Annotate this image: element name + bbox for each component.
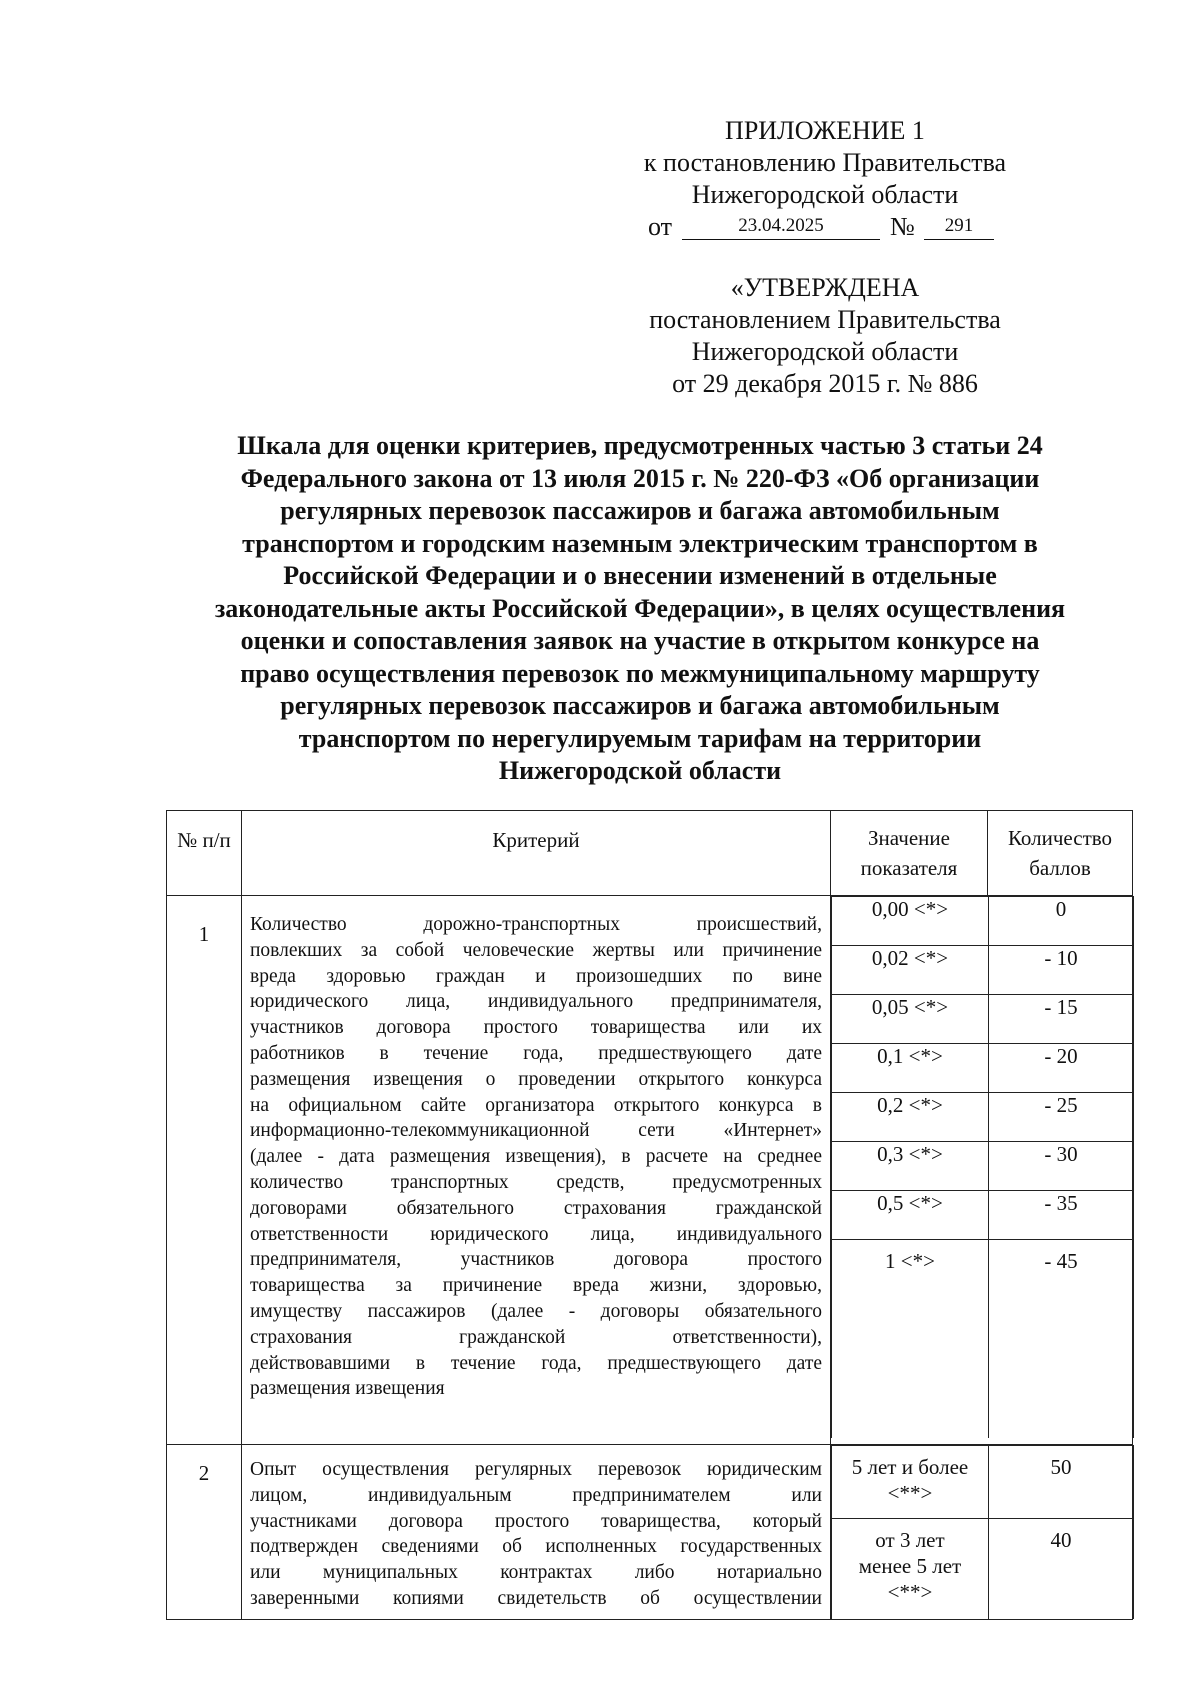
date-prefix: от <box>648 212 673 241</box>
value-points-table <box>831 896 1134 1438</box>
appendix-line: Нижегородской области <box>691 180 959 209</box>
title-line: транспортом и городским наземным электрическим транспортом в <box>242 528 1038 558</box>
title-line: оценки и сопоставления заявок на участие в открытом конкурсе на <box>240 626 1040 655</box>
table-row <box>167 896 1133 1445</box>
points-value: - 45 <box>989 1240 1134 1439</box>
document-number: 291 <box>924 211 994 240</box>
indicator-value: 0,00 <*> <box>832 897 989 946</box>
header-num: № п/п <box>167 811 242 896</box>
criterion-cell: Количество дорожно-транспортных происшествий, повлекших за собой человеческие жертвы или причинение вреда здоровью граждан и произошедших по вине юридического лица, индивидуального предпринимателя, участников договора простого товарищества или их работников в течение года, предшествующего дате размещения извещения о проведении открытого конкурса на официальном сайте организатора открытого конкурса в информационно-телекоммуникационной сети «Интернет» (далее - дата размещения извещения), в расчете на среднее количество транспортных средств, предусмотренных договорами обязательного страхования гражданской ответственности юридического лица, индивидуального предпринимателя, участников договора простого товарищества за причинение вреда жизни, здоровью, имуществу пассажиров (далее - договоры обязательного страхования гражданской ответственности), действовавшими в течение года, предшествующего дате размещения извещения <box>242 896 831 1445</box>
value-row <box>832 1446 1134 1519</box>
points-value: - 25 <box>989 1093 1134 1142</box>
points-value: - 15 <box>989 995 1134 1044</box>
title-line: Российской Федерации и о внесении изменений в отдельные <box>283 561 997 590</box>
value-row <box>832 1191 1134 1240</box>
value-row <box>832 1519 1134 1620</box>
indicator-value: 5 лет и более <**> <box>832 1446 989 1519</box>
points-value: - 10 <box>989 946 1134 995</box>
header-points: Количество баллов <box>988 811 1133 896</box>
title-line: Федерального закона от 13 июля 2015 г. № 220-ФЗ «Об организации <box>240 463 1040 493</box>
indicator-value: 0,3 <*> <box>832 1142 989 1191</box>
value-row <box>832 946 1134 995</box>
value-row <box>832 1044 1134 1093</box>
title-line: Нижегородской области <box>498 756 782 785</box>
appendix-line: ПРИЛОЖЕНИЕ 1 <box>725 116 925 145</box>
indicator-value: 0,5 <*> <box>832 1191 989 1240</box>
approved-block <box>600 272 1050 400</box>
header-criterion: Критерий <box>242 811 831 896</box>
value-row <box>832 1093 1134 1142</box>
indicator-value: 0,02 <*> <box>832 946 989 995</box>
document-title <box>160 430 1120 788</box>
indicator-value: 0,1 <*> <box>832 1044 989 1093</box>
value-row <box>832 995 1134 1044</box>
approved-line: «УТВЕРЖДЕНА <box>730 273 920 302</box>
document-date: 23.04.2025 <box>682 211 880 240</box>
table-row <box>167 1445 1133 1620</box>
indicator-value: 0,05 <*> <box>832 995 989 1044</box>
indicator-value: 1 <*> <box>832 1240 989 1439</box>
points-value: - 30 <box>989 1142 1134 1191</box>
approved-line: Нижегородской области <box>691 337 959 366</box>
indicator-value: 0,2 <*> <box>832 1093 989 1142</box>
value-points-cell <box>831 1445 1133 1620</box>
points-value: - 35 <box>989 1191 1134 1240</box>
title-line: законодательные акты Российской Федерации», в целях осуществления <box>214 593 1066 623</box>
value-points-table <box>831 1445 1134 1619</box>
points-value: 40 <box>989 1519 1134 1620</box>
approved-line: от 29 декабря 2015 г. № 886 <box>672 369 978 398</box>
title-line: транспортом по нерегулируемым тарифам на территории <box>298 723 982 753</box>
value-points-cell <box>831 896 1133 1445</box>
number-prefix: № <box>890 212 915 241</box>
title-line: Шкала для оценки критериев, предусмотренных частью 3 статьи 24 <box>237 431 1043 460</box>
points-value: 50 <box>989 1446 1134 1519</box>
indicator-value: от 3 лет менее 5 лет <**> <box>832 1519 989 1620</box>
value-row <box>832 897 1134 946</box>
points-value: - 20 <box>989 1044 1134 1093</box>
table-header-row <box>167 811 1133 896</box>
title-line: регулярных перевозок пассажиров и багажа автомобильным <box>280 691 1000 720</box>
title-line: регулярных перевозок пассажиров и багажа автомобильным <box>280 496 1000 525</box>
header-value: Значение показателя <box>831 811 988 896</box>
points-value: 0 <box>989 897 1134 946</box>
appendix-line: к постановлению Правительства <box>643 148 1007 177</box>
criteria-table <box>166 810 1133 1620</box>
row-number: 1 <box>167 896 242 1445</box>
date-number-line <box>600 211 1050 245</box>
value-row <box>832 1142 1134 1191</box>
criterion-cell: Опыт осуществления регулярных перевозок юридическим лицом, индивидуальным предпринимателем или участниками договора простого товарищества, который подтвержден сведениями об исполненных государственных или муниципальных контрактах либо нотариально заверенными копиями свидетельств об осуществлении <box>242 1445 831 1620</box>
approved-line: постановлением Правительства <box>649 305 1001 334</box>
appendix-header <box>600 115 1050 245</box>
value-row <box>832 1240 1134 1439</box>
row-number: 2 <box>167 1445 242 1620</box>
title-line: право осуществления перевозок по межмуниципальному маршруту <box>240 658 1040 688</box>
